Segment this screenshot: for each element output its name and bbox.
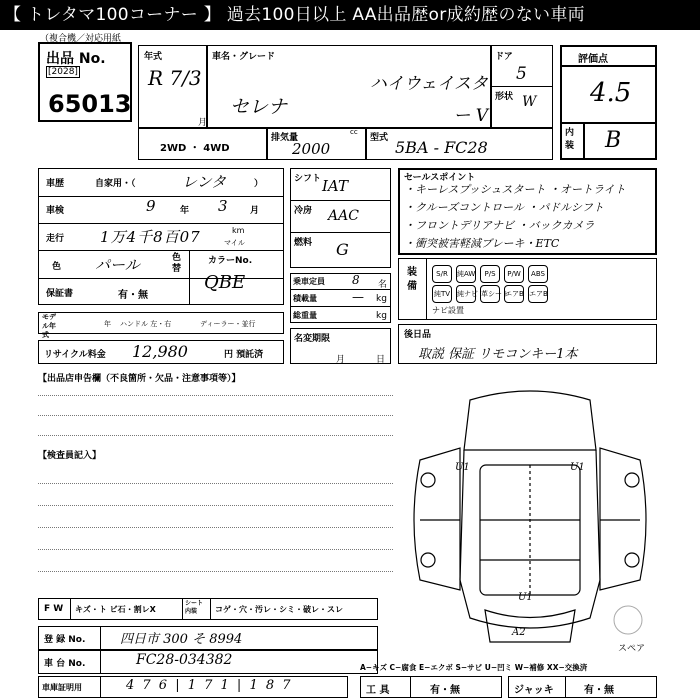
sales-point-item: ・衝突被害軽減ブレーキ・ETC <box>404 237 560 250</box>
jack-value: 有・無 <box>584 685 614 696</box>
subheader: （複合機／対応用紙 <box>40 34 122 44</box>
load-unit: kg <box>376 294 387 304</box>
seat-label: シート内装 <box>185 600 204 615</box>
year-value: R 7/3 <box>148 66 202 90</box>
shift-label: シフト <box>294 174 322 184</box>
first-reg-label: 名変期限 <box>294 334 331 344</box>
doors-value: 5 <box>516 64 527 84</box>
shift-value: IAT <box>322 177 348 195</box>
mark-front: U1 <box>455 462 470 473</box>
first-reg-day: 日 <box>376 355 386 365</box>
model-year-unit: 年 <box>104 320 111 328</box>
tools-label: 工 具 <box>366 685 390 696</box>
cert-value: 4 7 6 | 1 7 1 | 1 8 7 <box>126 678 293 693</box>
warranty-label: 保証書 <box>46 289 74 299</box>
equip-navi: 純ナビ <box>456 285 476 303</box>
year-month: 月 <box>198 118 208 128</box>
equip-tv: 純TV <box>432 285 452 303</box>
drive-label: 2WD ・ 4WD <box>160 143 230 154</box>
color-no-label: カラーNo. <box>208 256 253 266</box>
interior-value: B <box>605 128 622 153</box>
sales-point-item: ・クルーズコントロール ・パドルシフト <box>404 201 604 214</box>
equip-airbag-2: エアB <box>528 285 548 303</box>
inspection-year: 9 <box>146 197 156 215</box>
model-name: セレナ <box>230 96 288 118</box>
recycle-label: リサイクル料金 <box>44 350 106 360</box>
equip-pw: P/W <box>504 265 524 283</box>
shape-label: 形状 <box>495 92 514 102</box>
fw-options: キズ・ト ビ石・割レX <box>75 605 156 614</box>
chassis-label: 車 台 No. <box>44 659 86 669</box>
header-banner: 【 トレタマ100コーナー 】 過去100日以上 AA出品歴or成約歴のない車両 <box>0 0 700 30</box>
mark-rear: U1 <box>518 592 533 603</box>
inspection-month: 3 <box>218 197 228 215</box>
recycle-value: 12,980 <box>132 342 188 361</box>
inspection-month-unit: 月 <box>250 206 260 216</box>
equip-sr: S/R <box>432 265 452 283</box>
car-diagram <box>400 380 660 650</box>
type-label: 型式 <box>370 133 389 143</box>
equip-leather: 革シート <box>480 285 500 303</box>
score-value: 4.5 <box>590 78 632 108</box>
inspection-label: 車検 <box>46 206 65 216</box>
history-close: ） <box>254 179 264 189</box>
history-label: 車歴 <box>46 179 65 189</box>
seat-options: コゲ・穴・汚レ・シミ・破レ・スレ <box>215 605 343 614</box>
color-change-label: 色替 <box>172 253 182 274</box>
sales-point-item: ・キーレスプッシュスタート ・オートライト <box>404 183 626 196</box>
model-year-label: モデル年式 <box>42 313 56 339</box>
model-grade: ハイウェイスター V <box>369 74 488 126</box>
equipment-row-2 <box>432 281 552 303</box>
model-label: 車名・グレード <box>212 52 276 62</box>
inspection-year-unit: 年 <box>180 206 190 216</box>
history-value: レンタ <box>182 173 227 191</box>
lot-box <box>38 42 132 122</box>
equipment-label: 装備 <box>407 267 417 292</box>
equipment-row-1 <box>432 261 552 283</box>
sales-point-item: ・フロントデリアナビ ・バックカメラ <box>404 219 595 232</box>
year-label: 年式 <box>144 52 163 62</box>
capacity-unit: 名 <box>378 280 388 290</box>
reg-label: 登 録 No. <box>44 635 86 645</box>
equip-abs: ABS <box>528 265 548 283</box>
load-label: 積載量 <box>293 294 317 303</box>
recycle-unit: 円 預託済 <box>224 350 264 360</box>
first-reg-month: 月 <box>336 355 346 365</box>
tools-value: 有・無 <box>430 685 460 696</box>
load-value: — <box>352 290 364 304</box>
inspector-label: 【検査員記入】 <box>38 451 102 461</box>
fuel-label: 燃料 <box>294 238 313 248</box>
capacity-label: 乗車定員 <box>293 277 325 286</box>
equip-ps: P/S <box>480 265 500 283</box>
spare-label: スペア <box>618 644 646 654</box>
displacement-label: 排気量 <box>271 133 299 143</box>
capacity-value: 8 <box>352 273 360 287</box>
mark-side: U1 <box>570 462 585 473</box>
lot-number: 65013 <box>48 90 132 118</box>
damage-legend: A−キズ C−腐食 E−エクボ S−サビ U−凹ミ W−補修 XX−交換済 <box>360 663 588 672</box>
notes-label: 後日品 <box>404 330 432 340</box>
history-options: 自家用・（ <box>95 179 136 189</box>
lot-label: 出品 No. <box>46 51 106 67</box>
warranty-value: 有・無 <box>118 290 148 301</box>
color-label: 色 <box>52 262 62 272</box>
equip-airbag: エアB <box>504 285 524 303</box>
shape-value: W <box>522 94 537 110</box>
mileage-unit-mile: マイル <box>224 239 245 247</box>
reg-value: 四日市 300 そ 8994 <box>120 632 243 647</box>
displacement-value: 2000 <box>292 140 331 158</box>
navi-label: ナビ設置 <box>432 306 464 315</box>
mark-bottom: A2 <box>512 627 526 638</box>
mileage-unit-km: km <box>232 226 245 235</box>
weight-unit: kg <box>376 311 387 321</box>
color-value: パール <box>95 256 140 274</box>
notes-value: 取説 保証 リモコンキー1本 <box>418 347 578 362</box>
sales-points-list <box>404 181 626 253</box>
dealer-label: ディーラー・並行 <box>200 320 256 328</box>
score-label: 評価点 <box>578 54 608 65</box>
type-value: 5BA - FC28 <box>395 138 488 157</box>
handle-label: ハンドル 左・右 <box>120 320 172 328</box>
sales-points-label: セールスポイント <box>404 173 476 183</box>
displacement-unit: cc <box>350 128 358 136</box>
color-no: QBE <box>204 272 246 293</box>
fuel-value: G <box>336 240 349 259</box>
cert-label: 車庫証明用 <box>42 683 82 692</box>
chassis-value: FC28-034382 <box>136 652 233 668</box>
mileage-value: 1万4千8百07 <box>100 228 201 246</box>
ac-label: 冷房 <box>294 206 313 216</box>
ac-value: AAC <box>328 208 359 224</box>
lot-sub-no: [2028] <box>48 67 78 77</box>
mileage-label: 走行 <box>46 234 65 244</box>
weight-label: 総重量 <box>293 311 317 320</box>
fw-label: F W <box>44 604 64 614</box>
seller-report-label: 【出品店申告欄（不良箇所・欠品・注意事項等）】 <box>38 374 241 384</box>
interior-label: 内装 <box>565 128 575 151</box>
equip-aw: 純AW <box>456 265 476 283</box>
jack-label: ジャッキ <box>514 685 554 696</box>
doors-label: ドア <box>495 52 513 62</box>
